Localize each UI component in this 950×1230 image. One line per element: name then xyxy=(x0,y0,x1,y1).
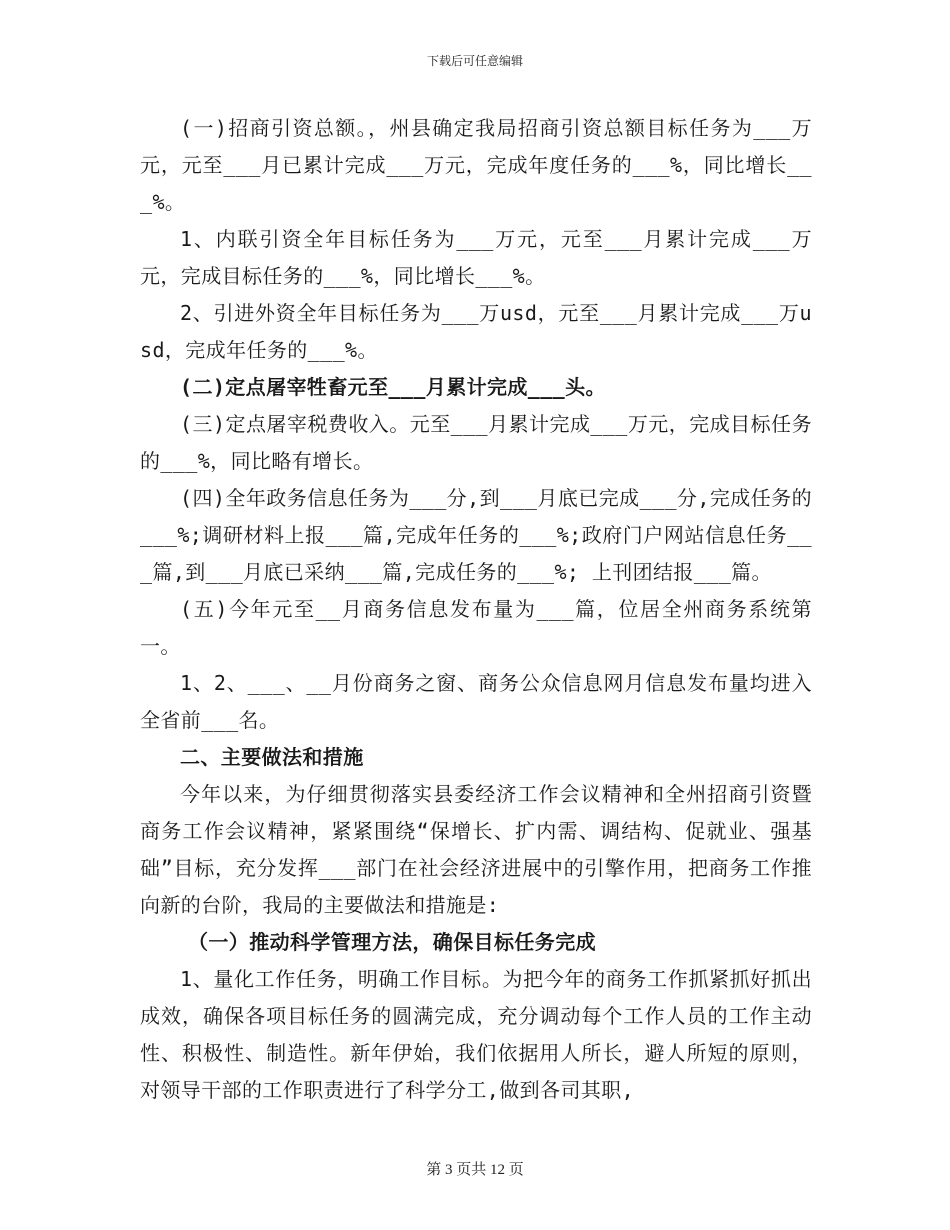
item-2-foreign-investment: 2、引进外资全年目标任务为___万usd，元至___月累计完成___万usd，完成年任务的___%。 xyxy=(140,301,812,362)
section-4-gov-info: (四)全年政务信息任务为___分,到___月底已完成___分,完成任务的___%;调研材料上报___篇,完成年任务的___%;政府门户网站信息任务___篇,到___月底已采纳___篇,完成任务的___%; 上刊团结报___篇。 xyxy=(140,486,812,584)
subheading-scientific-management: （一）推动科学管理方法，确保目标任务完成 xyxy=(188,930,596,954)
page-number-footer: 第 3 页共 12 页 xyxy=(426,1162,524,1178)
item-monthly-ranking: 1、2、___、__月份商务之窗、商务公众信息网月信息发布量均进入全省前___名。 xyxy=(140,671,812,732)
heading-main-measures: 二、主要做法和措施 xyxy=(180,745,364,769)
section-1-investment-total: (一)招商引资总额。，州县确定我局招商引资总额目标任务为___万元，元至___月已累计完成___万元，完成年度任务的___%，同比增长___%。 xyxy=(140,116,812,214)
item-1-domestic-investment: 1、内联引资全年目标任务为___万元，元至___月累计完成___万元，完成目标任务的___%，同比增长___%。 xyxy=(140,227,812,288)
measures-intro: 今年以来，为仔细贯彻落实县委经济工作会议精神和全州招商引资暨商务工作会议精神，紧紧围绕“保增长、扩内需、调结构、促就业、强基础”目标，充分发挥___部门在社会经济进展中的引擎作用，把商务工作推向新的台阶，我局的主要做法和措施是: xyxy=(140,782,812,917)
section-3-tax-revenue: (三)定点屠宰税费收入。元至___月累计完成___万元，完成目标任务的___%，同比略有增长。 xyxy=(140,412,812,473)
item-quantify-tasks: 1、量化工作任务，明确工作目标。为把今年的商务工作抓紧抓好抓出成效，确保各项目标任务的圆满完成，充分调动每个工作人员的工作主动性、积极性、制造性。新年伊始，我们依据用人所长，避人所短的原则，对领导干部的工作职责进行了科学分工,做到各司其职, xyxy=(140,967,812,1102)
section-2-slaughter: (二)定点屠宰牲畜元至___月累计完成___头。 xyxy=(180,375,606,399)
section-5-commerce-info: (五)今年元至__月商务信息发布量为___篇，位居全州商务系统第一。 xyxy=(140,597,812,658)
page-header-note: 下载后可任意编辑 xyxy=(426,54,523,68)
document-body xyxy=(140,110,812,1109)
